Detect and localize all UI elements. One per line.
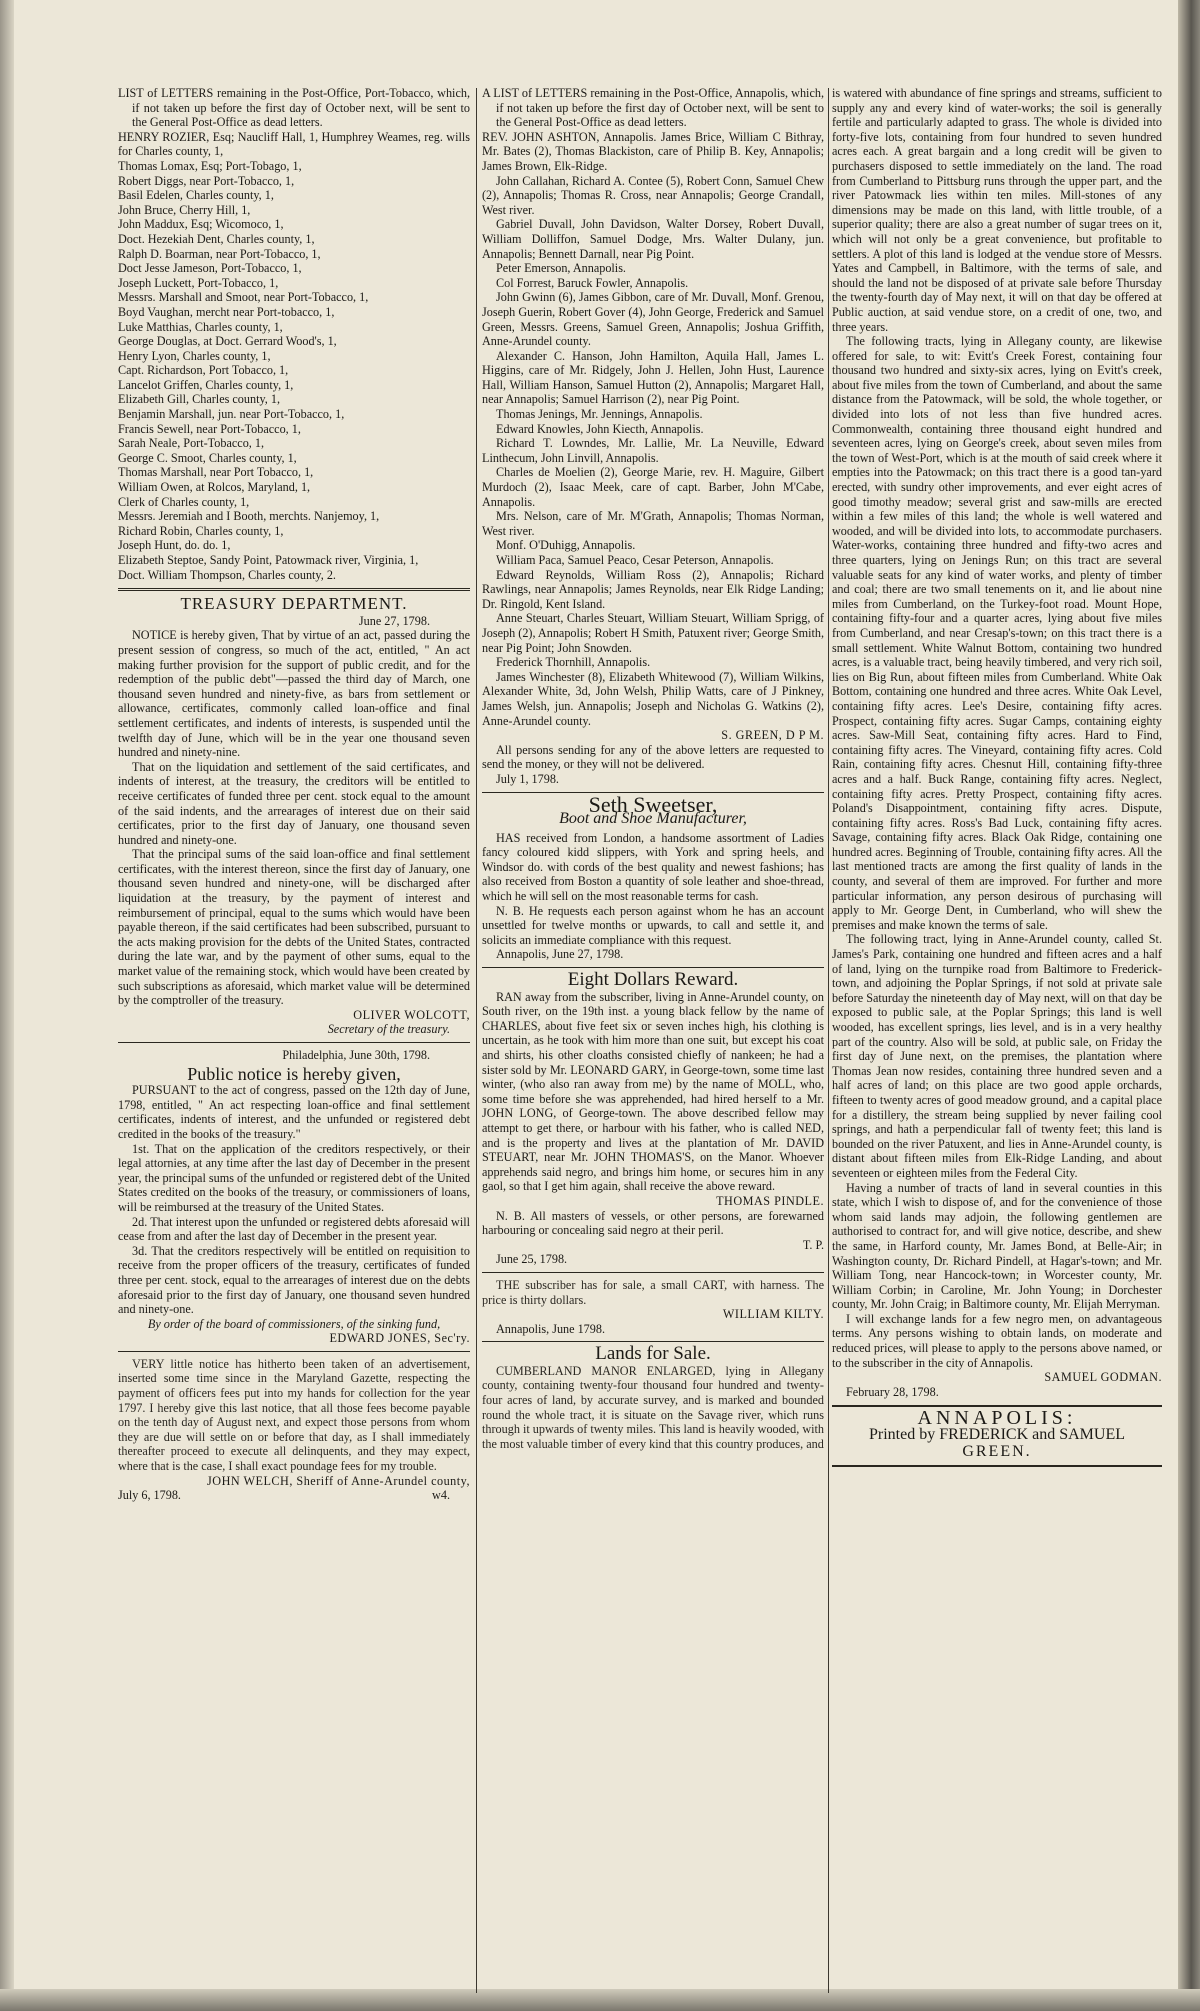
treasury-paragraph-3: That the principal sums of the said loan-office and final settlement certificates, with the interest thereon, since the first day of January, one thousand seven hundred and ninety-one, will be discharged after liquidation at the treasury, by the payment of interest and reimbursement of principal, equal to the sums which would have been payable thereon, if the said certificates had been subscribed, pursuant to the acts making provision for the debts of the United States, contracted during the late war, and by the payment of other sums, equal to the market value of the remaining stock, which would have been created by such subscriptions as aforesaid, which market value will be determined by the comptroller of the treasury. bbox=[118, 847, 470, 1008]
notice-paragraph-3: 2d. That interest upon the unfunded or registered debts aforesaid will cease from and after the last day of December in the present year. bbox=[118, 1214, 470, 1244]
page-left-edge bbox=[0, 0, 14, 2011]
letter-paragraph: Col Forrest, Baruck Fowler, Annapolis. bbox=[496, 275, 689, 290]
column-1 bbox=[118, 86, 470, 1503]
letter-entry: George Douglas, at Doct. Gerrard Wood's, 1, bbox=[118, 334, 337, 349]
sweetser-trade: Boot and Shoe Manufacturer, bbox=[559, 810, 747, 828]
letter-entry: Clerk of Charles county, 1, bbox=[118, 494, 250, 509]
letter-paragraph: Richard T. Lowndes, Mr. Lallie, Mr. La Neuville, Edward Linthecum, John Linvill, Annapolis. bbox=[482, 436, 824, 465]
reward-initials: T. P. bbox=[802, 1237, 824, 1252]
letter-paragraph: Edward Reynolds, William Ross (2), Annapolis; Richard Rawlings, near Annapolis; James Reynolds, near Elk Ridge Landing; Dr. Ringold, Kent Island. bbox=[482, 567, 824, 611]
notice-paragraph-1: PURSUANT to the act of congress, passed on the 12th day of June, 1798, entitled, " An act respecting loan-office and final settlement certificates, indents of interest, and the unfunded or registered debt credited in the books of the treasury." bbox=[118, 1083, 470, 1141]
imprint-surname: GREEN. bbox=[962, 1442, 1032, 1460]
notice-paragraph-2: 1st. That on the application of the creditors respectively, or their legal attornies, at any time after the last day of December in the present year, the principal sums of the unfunded or registered debt of the United States credited on the books of the treasury, or commissioners of loans, will be reimbursed at the treasury of the United States. bbox=[118, 1141, 470, 1214]
letter-entry: Thomas Lomax, Esq; Port-Tobago, 1, bbox=[118, 158, 302, 173]
letter-entry: Capt. Richardson, Port Tobacco, 1, bbox=[118, 363, 289, 378]
section-divider bbox=[482, 1272, 824, 1273]
reward-signature: THOMAS PINDLE. bbox=[716, 1193, 824, 1208]
treasury-date: June 27, 1798. bbox=[358, 613, 430, 628]
godman-date: February 28, 1798. bbox=[846, 1384, 939, 1399]
treasury-heading: TREASURY DEPARTMENT. bbox=[180, 594, 408, 614]
lands-continued-4: Having a number of tracts of land in several counties in this state, which I wish to dispose of, and for the convenience of those whom said lands may adjoin, the following gentlemen are authorised to contract for, and will give notice, describe, and shew the same, in Harford county, Mr. James Bond, at Belle-Air; in Washington county, Dr. Richard Pindell, at Hagar's-town; and Mr. William Tong, near Hancock-town; in Worcester county, Mr. William Corbin; in Caroline, Mr. John Young; in Dorchester county, Mr. John Craig; in Baltimore county, Mr. Elijah Merryman. bbox=[832, 1180, 1162, 1312]
letter-paragraph: John Callahan, Richard A. Contee (5), Robert Conn, Samuel Chew (2), Annapolis; Thomas R. Cross, near Annapolis; George Crandall, West river. bbox=[482, 173, 824, 217]
reward-date: June 25, 1798. bbox=[496, 1252, 568, 1267]
letter-entry: John Bruce, Cherry Hill, 1, bbox=[118, 202, 251, 217]
cart-paragraph: THE subscriber has for sale, a small CART, with harness. The price is thirty dollars. bbox=[482, 1277, 824, 1307]
letter-entry: Luke Matthias, Charles county, 1, bbox=[118, 319, 283, 334]
letter-entry: Basil Edelen, Charles county, 1, bbox=[118, 188, 274, 203]
letter-entry: Messrs. Marshall and Smoot, near Port-Tobacco, 1, bbox=[118, 290, 369, 305]
lands-continued-2: The following tracts, lying in Allegany county, are likewise offered for sale, to wit: Evitt's Creek Forest, containing four thousand two hundred and sixty-six acres, lying on Evitt's creek, about five miles from the town of Cumberland, and about the same distance from the Patowmack, will be sold, the whole together, or divided into lots of not less than five hundred acres. Commonwealth, containing three thousand eight hundred and seventeen acres, lying on George's creek, about seven miles from the town of West-Port, which is at the mouth of said creek where it empties into the Patowmack; on this tract there is a good tan-yard erected, with sundry other improvements, and ever eight acres of good timothy meadow; several grist and saw-mills are erected within a few miles of this land; the whole is well watered and wooded, and will be divided into lots, to accommodate purchasers. Water-works, containing three hundred and fifty-two acres and three quarters, lying on Jenings Run; on this tract are several valuable seats for any kind of water works, and plenty of timber and coal; there are two small tenements on it, and lie about nine miles from Cumberland, on the Turkey-foot road. Mount Hope, containing fifty-four and a quarter acres, lying about five miles from Cumberland, and near Cresap's-town; on this tract there is a small settlement. White Walnut Bottom, containing two hundred acres, is a valuable tract, being heavily timbered, and very rich soil, lies on Big Run, about fifteen miles from Cumberland. White Oak Bottom, containing one hundred and three acres. White Oak Level, containing fifty acres. Lee's Desire, containing fifty acres. Prospect, containing fifty acres. Sugar Camps, containing eighty acres. Saw-Mill Seat, containing fifty acres. Hard to Find, containing fifty acres. The Vineyard, containing fifty acres. Cold Rain, containing fifty acres. Chesnut Hill, containing fifty-three acres and a half. Buck Range, containing fifty acres. Neglect, containing fifty acres. Pretty Prospect, containing fifty acres. Poland's Disappointment, containing fifty acres. Dispute, containing fifty acres. Ross's Bad Luck, containing fifty acres. Savage, containing fifty acres. Black Oak Ridge, containing one hundred acres. Beginning of Trouble, containing fifty acres. All the last mentioned tracts are among the first quality of lands in the county, and several of them are improved. For further and more particular information, any person desirous of purchasing will apply to Mr. George Dent, in Cumberland, who will shew the premises and make known the terms of sale. bbox=[832, 334, 1162, 932]
letter-entry: Sarah Neale, Port-Tobacco, 1, bbox=[118, 436, 265, 451]
welch-date-line bbox=[118, 1488, 470, 1503]
page-bottom-edge bbox=[0, 1989, 1200, 2011]
letter-entry: Elizabeth Gill, Charles county, 1, bbox=[118, 392, 281, 407]
letter-entry: Robert Diggs, near Port-Tobacco, 1, bbox=[118, 173, 295, 188]
lands-continued-3: The following tract, lying in Anne-Arundel county, called St. James's Park, containing one hundred and fifteen acres and a half of land, lying on the turnpike road from Baltimore to Frederick-town, and adjoining the Poplar Springs, if not sold at private sale before Saturday the nineteenth day of May next, will on that day be exposed to public sale, at the Poplar Springs; this land is well wooded, has excellent springs, lies level, and is in a very healthy part of the country. Also will be sold, at public sale, on Friday the first day of June next, on the premises, the plantation where Thomas Jean now resides, containing three hundred seven and a half acres of land; on this place are two good apple orchards, fifteen to twenty acres of good meadow ground, and a capital place for a distillery, the stream being supplied by never failing cool springs, and hath a perpendicular fall of twenty feet; this land is bounded on the river Patuxent, and lies in Anne-Arundel county, is distant about fifteen miles from Elk-Ridge Landing, and about seventeen or eighteen miles from the Federal City. bbox=[832, 932, 1162, 1180]
reward-heading: Eight Dollars Reward. bbox=[567, 969, 739, 991]
notice-signature: EDWARD JONES, Sec'ry. bbox=[329, 1331, 470, 1346]
letter-entry: Henry Lyon, Charles county, 1, bbox=[118, 348, 271, 363]
column-rule-1 bbox=[476, 88, 477, 1993]
cart-date: Annapolis, June 1798. bbox=[496, 1321, 606, 1336]
annapolis-letters-intro: A LIST of LETTERS remaining in the Post-Office, Annapolis, which, if not taken up before the first day of October next, will be sent to the General Post-Office as dead letters. bbox=[482, 86, 824, 130]
welch-mark: w4. bbox=[432, 1488, 450, 1503]
letter-entry: Joseph Hunt, do. do. 1, bbox=[118, 538, 231, 553]
reward-paragraph: RAN away from the subscriber, living in Anne-Arundel county, on South river, on the 19th inst. a young black fellow by the name of CHARLES, about five feet six or seven inches high, his clothing is uncertain, as he took with him more than one suit, but except his coat and shirts, his other cloaths consisted chiefly of nankeen; he had a sister sold by Mr. LEONARD GARY, in George-town, some time last winter, (who also ran away from me) by the name of MOLL, who, some time before she was apprehended, had hired herself to a Mr. JOHN LONG, of George-town. The above described fellow may attempt to get there, or harbour with his father, who is called NED, and is the property and lives at the plantation of Mr. DAVID STEUART, near Mr. JOHN THOMAS'S, on the Manor. Whoever apprehends said negro, and brings him home, or secures him in any gaol, so that I get him again, shall receive the above reward. bbox=[482, 989, 824, 1194]
column-3 bbox=[832, 86, 1162, 1473]
philadelphia-date: Philadelphia, June 30th, 1798. bbox=[282, 1048, 430, 1062]
letter-paragraph: William Paca, Samuel Peaco, Cesar Peterson, Annapolis. bbox=[496, 553, 774, 567]
letter-paragraph: Peter Emerson, Annapolis. bbox=[496, 261, 626, 276]
notice-paragraph-4: 3d. That the creditors respectively will be entitled on requisition to receive from the proper officers of the treasury, certificates of funded three per cent. stock, equal to the arrearages of interest due on the debts aforesaid prior to the first day of January, one thousand seven hundred and ninety-one. bbox=[118, 1243, 470, 1317]
cart-signature: WILLIAM KILTY. bbox=[722, 1307, 824, 1322]
public-notice-heading: Public notice is hereby given, bbox=[187, 1063, 401, 1084]
letter-entry: Doct. William Thompson, Charles county, 2. bbox=[118, 567, 336, 582]
letter-paragraph: Gabriel Duvall, John Davidson, Walter Dorsey, Robert Duvall, William Dolliffon, Samuel Dodge, Mrs. Walter Dulany, jun. Annapolis; Bennett Darnall, near Pig Point. bbox=[482, 217, 824, 261]
imprint-printers: Printed by FREDERICK and SAMUEL bbox=[869, 1426, 1125, 1444]
letter-paragraph: Alexander C. Hanson, John Hamilton, Aquila Hall, James L. Higgins, care of Mr. Ridgely, John J. Hellen, John Hust, Laurence Hall, William Hanson, Samuel Hutton (2), Annapolis; Margaret Hall, near Annapolis; Samuel Harrison (2), near Pig Point. bbox=[482, 348, 824, 407]
letter-paragraph: Mrs. Nelson, care of Mr. M'Grath, Annapolis; Thomas Norman, West river. bbox=[482, 509, 824, 538]
column-rule-2 bbox=[828, 88, 829, 1993]
sweetser-paragraph-1: HAS received from London, a handsome assortment of Ladies fancy coloured kidd slippers, with York and spring heels, and Windsor do. with cords of the best quality and newest fashions; has also received from Boston a quantity of sole leather and shoe-thread, which he will sell on the most reasonable terms for cash. bbox=[482, 830, 824, 904]
imprint-box bbox=[832, 1405, 1162, 1467]
letter-entry: Ralph D. Boarman, near Port-Tobacco, 1, bbox=[118, 246, 321, 261]
letter-entry: Elizabeth Steptoe, Sandy Point, Patowmack river, Virginia, 1, bbox=[118, 553, 419, 567]
section-divider bbox=[118, 1042, 470, 1043]
letter-entry: Francis Sewell, near Port-Tobacco, 1, bbox=[118, 421, 301, 436]
letter-entry: Benjamin Marshall, jun. near Port-Tobacco, 1, bbox=[118, 407, 345, 422]
port-tobacco-letters-intro: LIST of LETTERS remaining in the Post-Office, Port-Tobacco, which, if not taken up before the first day of October next, will be sent to the General Post-Office as dead letters. bbox=[118, 86, 470, 130]
letter-paragraph: Frederick Thornhill, Annapolis. bbox=[496, 655, 651, 670]
sweetser-paragraph-2: N. B. He requests each person against whom he has an account unsettled for twelve months or upwards, to call and settle it, and solicits an immediate compliance with this request. bbox=[482, 903, 824, 947]
letter-paragraph: Monf. O'Duhigg, Annapolis. bbox=[496, 538, 636, 553]
letter-entry: Thomas Marshall, near Port Tobacco, 1, bbox=[118, 465, 314, 480]
lands-paragraph: CUMBERLAND MANOR ENLARGED, lying in Allegany county, containing twenty-four thousand four hundred and twenty-four acres of land, by accurate survey, and is marked and bounded round the whole tract, it is situate on the Savage river, which runs through it upwards of twenty miles. This land is heavily wooded, with the most valuable timber of every kind that this country produces, and bbox=[482, 1363, 824, 1451]
letter-paragraph: Edward Knowles, John Kiecth, Annapolis. bbox=[496, 421, 704, 436]
letter-paragraph: Anne Steuart, Charles Steuart, William Steuart, William Sprigg, of Joseph (2), Annapolis; Robert H Smith, Patuxent river; George Smith, near Pig Point; John Snowden. bbox=[482, 611, 824, 655]
annapolis-letters-first: REV. JOHN ASHTON, Annapolis. James Brice, William C Bithray, Mr. Bates (2), Thomas Blackiston, care of Philip B. Key, Annapolis; James Brown, Elk-Ridge. bbox=[482, 129, 824, 173]
letter-entry: Richard Robin, Charles county, 1, bbox=[118, 523, 284, 538]
letters-date: July 1, 1798. bbox=[496, 771, 559, 786]
letters-signature: S. GREEN, D P M. bbox=[721, 728, 824, 743]
letter-entry: George C. Smoot, Charles county, 1, bbox=[118, 450, 297, 465]
letter-entry: William Owen, at Rolcos, Maryland, 1, bbox=[118, 480, 311, 495]
letter-entry: Messrs. Jeremiah and I Booth, merchts. Nanjemoy, 1, bbox=[118, 509, 380, 524]
reward-note: N. B. All masters of vessels, or other persons, are forewarned harbouring or concealing said negro at their peril. bbox=[482, 1208, 824, 1238]
letter-entry: Doct Jesse Jameson, Port-Tobacco, 1, bbox=[118, 261, 302, 276]
godman-signature: SAMUEL GODMAN. bbox=[1044, 1370, 1162, 1385]
treasury-paragraph-2: That on the liquidation and settlement of the said certificates, and indents of interest, at the treasury, the creditors will be entitled to receive certificates of funded three per cent. stock equal to the amount of the said indents, and the arrearages of interest due on their said certificates, prior to the first day of January, one thousand seven hundred and ninety-one. bbox=[118, 759, 470, 847]
letter-entry: John Maddux, Esq; Wicomoco, 1, bbox=[118, 217, 284, 232]
page-right-edge bbox=[1178, 0, 1200, 2011]
section-divider bbox=[118, 1351, 470, 1352]
letter-entry: Joseph Luckett, Port-Tobacco, 1, bbox=[118, 275, 279, 290]
section-divider bbox=[118, 588, 470, 591]
letter-entry: Boyd Vaughan, mercht near Port-tobacco, 1, bbox=[118, 304, 335, 319]
letters-note: All persons sending for any of the above letters are requested to send the money, or they will not be delivered. bbox=[482, 742, 824, 772]
annapolis-letters-list bbox=[482, 174, 824, 729]
letter-paragraph: John Gwinn (6), James Gibbon, care of Mr. Duvall, Monf. Grenou, Joseph Guerin, Robert Gover (4), John George, Frederick and Samuel Green, Messrs. Greens, Samuel Green, Annapolis; Joshua Griffith, Anne-Arundel county. bbox=[482, 290, 824, 349]
section-divider bbox=[482, 1341, 824, 1342]
imprint-city: ANNAPOLIS: bbox=[917, 1407, 1077, 1430]
lands-continued-1: is watered with abundance of fine springs and streams, sufficient to supply any and every kind of water-works; the soil is generally fertile and particularly adapted to grass. The whole is divided into forty-five lots, containing from four hundred to seven hundred acres each. A great bargain and a long credit will be given to purchasers disposed to settle immediately on the land. The road from Cumberland to Pittsburg runs through the upper part, and the river Patowmack lies within ten miles. Mill-stones of any dimensions may be made on this land, with little trouble, of a superior quality; there are also a great number of sugar trees on it, which will not only be a great convenience, but profitable to settlers. A plot of this land is lodged at the vendue store of Messrs. Yates and Campbell, in Baltimore, with the terms of sale, and should the land not be disposed of at private sale before Thursday the twenty-fourth day of May next, it will on that day be offered at Public auction, at said vendue store, on a credit of one, two, and three years. bbox=[832, 86, 1162, 334]
sweetser-name: Seth Sweetser, bbox=[588, 791, 718, 817]
lands-heading: Lands for Sale. bbox=[595, 1343, 711, 1365]
lands-continued-5: I will exchange lands for a few negro men, on advantageous terms. Any persons wishing to obtain lands, on moderate and reduced prices, will please to apply to the persons above named, or to the subscriber in the city of Annapolis. bbox=[832, 1311, 1162, 1370]
port-tobacco-letters-list bbox=[118, 159, 470, 582]
letter-paragraph: Charles de Moelien (2), George Marie, rev. H. Maguire, Gilbert Murdoch (2), Isaac Meek, care of capt. Barber, John M'Cabe, Annapolis. bbox=[482, 465, 824, 509]
treasury-signature: OLIVER WOLCOTT, bbox=[353, 1007, 470, 1022]
column-2 bbox=[482, 86, 824, 1451]
treasury-paragraph-1: NOTICE is hereby given, That by virtue of an act, passed during the present session of congress, so much of the act, entitled, " An act making further provision for the support of public credit, and for the redemption of the public debt"—passed the third day of March, one thousand seven hundred and ninety-five, as bars from settlement or allowance, certificates, commonly called loan-office and final settlement certificates, and indents of interests, is suspended until the twelfth day of June, which will be in the year one thousand seven hundred and ninety-nine. bbox=[118, 628, 470, 760]
welch-date: July 6, 1798. bbox=[118, 1488, 181, 1503]
port-tobacco-letters-first: HENRY ROZIER, Esq; Naucliff Hall, 1, Humphrey Weames, reg. wills for Charles county, 1, bbox=[118, 129, 470, 159]
notice-by-order: By order of the board of commissioners, of the sinking fund, bbox=[147, 1316, 441, 1331]
letter-paragraph: James Winchester (8), Elizabeth Whitewood (7), William Wilkins, Alexander White, 3d, John Welsh, Philip Watts, care of J Pinkney, James Welsh, jun. Annapolis; Joseph and Nicholas G. Watkins (2), Anne-Arundel county. bbox=[482, 669, 824, 728]
welch-signature: JOHN WELCH, Sheriff of Anne-Arundel county, bbox=[207, 1473, 470, 1488]
treasury-signer-title: Secretary of the treasury. bbox=[327, 1022, 450, 1037]
letter-entry: Lancelot Griffen, Charles county, 1, bbox=[118, 377, 294, 392]
letter-paragraph: Thomas Jenings, Mr. Jennings, Annapolis. bbox=[496, 407, 703, 422]
welch-notice-paragraph: VERY little notice has hitherto been taken of an advertisement, inserted some time since in the Maryland Gazette, respecting the payment of officers fees put into my hands for collection for the year 1797. I hereby give this last notice, that all those fees become payable on the tenth day of August next, and expect those persons from whom they are due will settle on or before that day, as I shall immediately thereafter proceed to execute all delinquents, and they may expect, where that is the case, I shall exact poundage fees for my trouble. bbox=[118, 1356, 470, 1474]
section-divider bbox=[482, 967, 824, 968]
letter-entry: Doct. Hezekiah Dent, Charles county, 1, bbox=[118, 231, 315, 246]
sweetser-date: Annapolis, June 27, 1798. bbox=[496, 947, 624, 962]
